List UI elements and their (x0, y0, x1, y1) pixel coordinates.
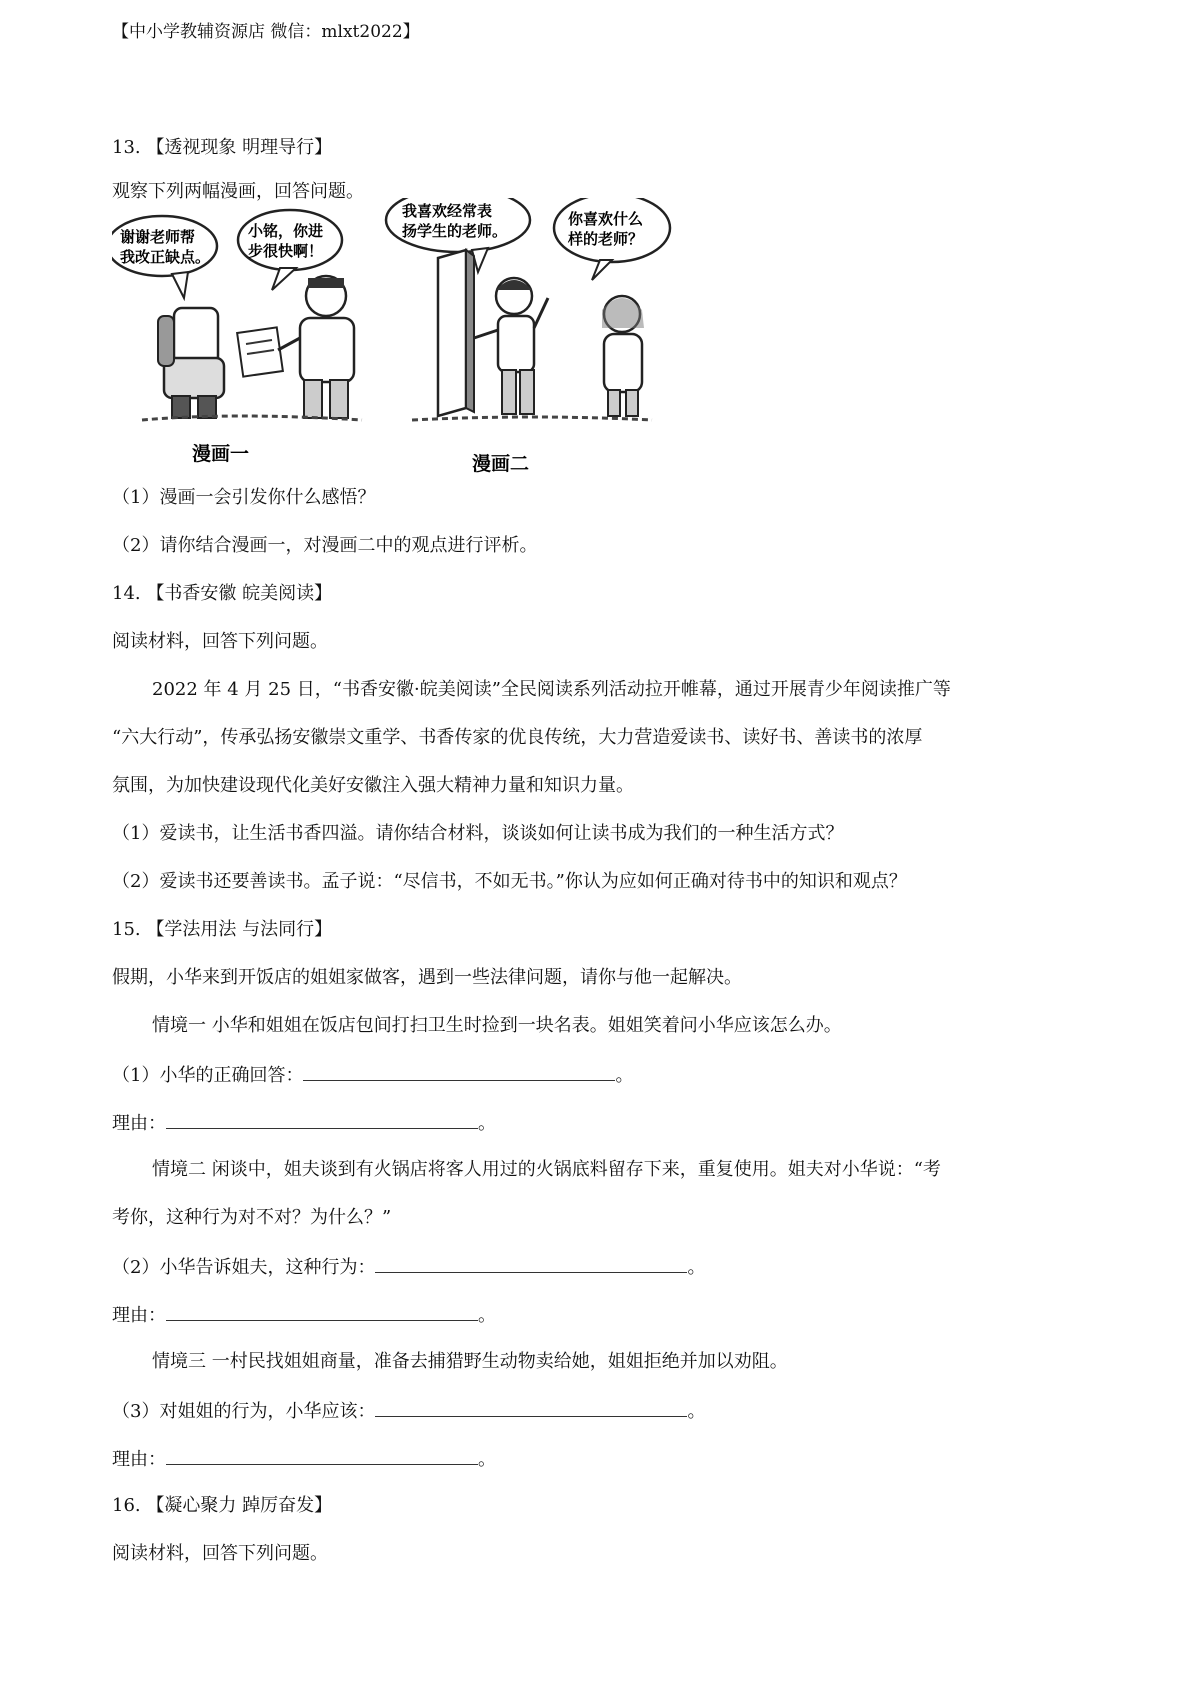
q15-sub1 (112, 1062, 633, 1088)
q15-scenario2-line1: 情境二 闲谈中，姐夫谈到有火锅店将客人用过的火锅底料留存下来，重复使用。姐夫对小华说：“考 (152, 1159, 941, 1180)
reason-blank-3[interactable] (166, 1446, 478, 1465)
q15-reason1 (112, 1110, 496, 1136)
cartoon1-bubble-b-line2: 步很快啊！ (248, 242, 324, 260)
period: 。 (687, 1401, 706, 1422)
q15-reason2 (112, 1302, 496, 1328)
q14-para-line2: “六大行动”，传承弘扬安徽崇文重学、书香传家的优良传统，大力营造爱读书、读好书、善读书的浓厚 (112, 727, 923, 748)
q16-intro: 阅读材料，回答下列问题。 (112, 1543, 328, 1564)
period: 。 (478, 1113, 496, 1134)
cartoon2-bubble-b-line2: 样的老师？ (568, 230, 644, 248)
cartoon1-bubble-b-line1: 小铭，你进 (248, 222, 324, 240)
q16-title: 16. 【凝心聚力 踔厉奋发】 (112, 1495, 333, 1516)
cartoon2-bubble-a-line1: 我喜欢经常表 (402, 202, 493, 220)
period: 。 (478, 1305, 496, 1326)
q15-scenario1: 情境一 小华和姐姐在饭店包间打扫卫生时捡到一块名表。姐姐笑着问小华应该怎么办。 (152, 1015, 842, 1036)
q14-title: 14. 【书香安徽 皖美阅读】 (112, 583, 333, 604)
q15-reason3 (112, 1446, 496, 1472)
reason-label: 理由： (112, 1113, 166, 1134)
reason-blank-2[interactable] (166, 1302, 478, 1321)
answer-blank-2[interactable] (375, 1254, 687, 1273)
answer-blank-1[interactable] (303, 1062, 615, 1081)
cartoon-illustration (112, 198, 692, 476)
cartoon1-bubble-a-line1: 谢谢老师帮 (120, 228, 196, 246)
q14-sub1: （1）爱读书，让生活书香四溢。请你结合材料，谈谈如何让读书成为我们的一种生活方式？ (112, 823, 844, 844)
q14-para-line1: 2022 年 4 月 25 日，“书香安徽·皖美阅读”全民阅读系列活动拉开帷幕，通过开展青少年阅读推广等 (152, 679, 951, 700)
reason-blank-1[interactable] (166, 1110, 478, 1129)
q14-intro: 阅读材料，回答下列问题。 (112, 631, 328, 652)
q15-sub2 (112, 1254, 705, 1280)
q15-intro: 假期，小华来到开饭店的姐姐家做客，遇到一些法律问题，请你与他一起解决。 (112, 967, 742, 988)
q15-sub1-label: （1）小华的正确回答： (112, 1065, 304, 1086)
cartoon-one (112, 210, 362, 465)
answer-blank-3[interactable] (375, 1398, 687, 1417)
q14-para-line3: 氛围，为加快建设现代化美好安徽注入强大精神力量和知识力量。 (112, 775, 634, 796)
q14-sub2: （2）爱读书还要善读书。孟子说：“尽信书，不如无书。”你认为应如何正确对待书中的知识和观点？ (112, 871, 907, 892)
cartoon2-bubble-a-line2: 扬学生的老师。 (402, 222, 508, 240)
reason-label: 理由： (112, 1305, 166, 1326)
cartoon2-bubble-b-line1: 你喜欢什么 (568, 210, 644, 228)
cartoon-two (386, 198, 670, 475)
q15-title: 15. 【学法用法 与法同行】 (112, 919, 333, 940)
reason-label: 理由： (112, 1449, 166, 1470)
q13-title: 13. 【透视现象 明理导行】 (112, 137, 333, 158)
period: 。 (615, 1065, 634, 1086)
q15-scenario3: 情境三 一村民找姐姐商量，准备去捕猎野生动物卖给她，姐姐拒绝并加以劝阻。 (152, 1351, 788, 1372)
q15-sub2-label: （2）小华告诉姐夫，这种行为： (112, 1257, 376, 1278)
q15-sub3 (112, 1398, 705, 1424)
period: 。 (687, 1257, 706, 1278)
cartoon1-caption: 漫画一 (192, 443, 250, 465)
q15-sub3-label: （3）对姐姐的行为，小华应该： (112, 1401, 376, 1422)
cartoon1-bubble-a-line2: 我改正缺点。 (120, 248, 211, 266)
cartoon2-caption: 漫画二 (472, 453, 530, 475)
page-header: 【中小学教辅资源店 微信：mlxt2022】 (112, 22, 420, 42)
q13-sub2: （2）请你结合漫画一，对漫画二中的观点进行评析。 (112, 535, 538, 556)
q13-intro: 观察下列两幅漫画，回答问题。 (112, 181, 364, 202)
period: 。 (478, 1449, 496, 1470)
q13-sub1: （1）漫画一会引发你什么感悟？ (112, 487, 376, 508)
q15-scenario2-line2: 考你，这种行为对不对？为什么？” (112, 1207, 392, 1228)
